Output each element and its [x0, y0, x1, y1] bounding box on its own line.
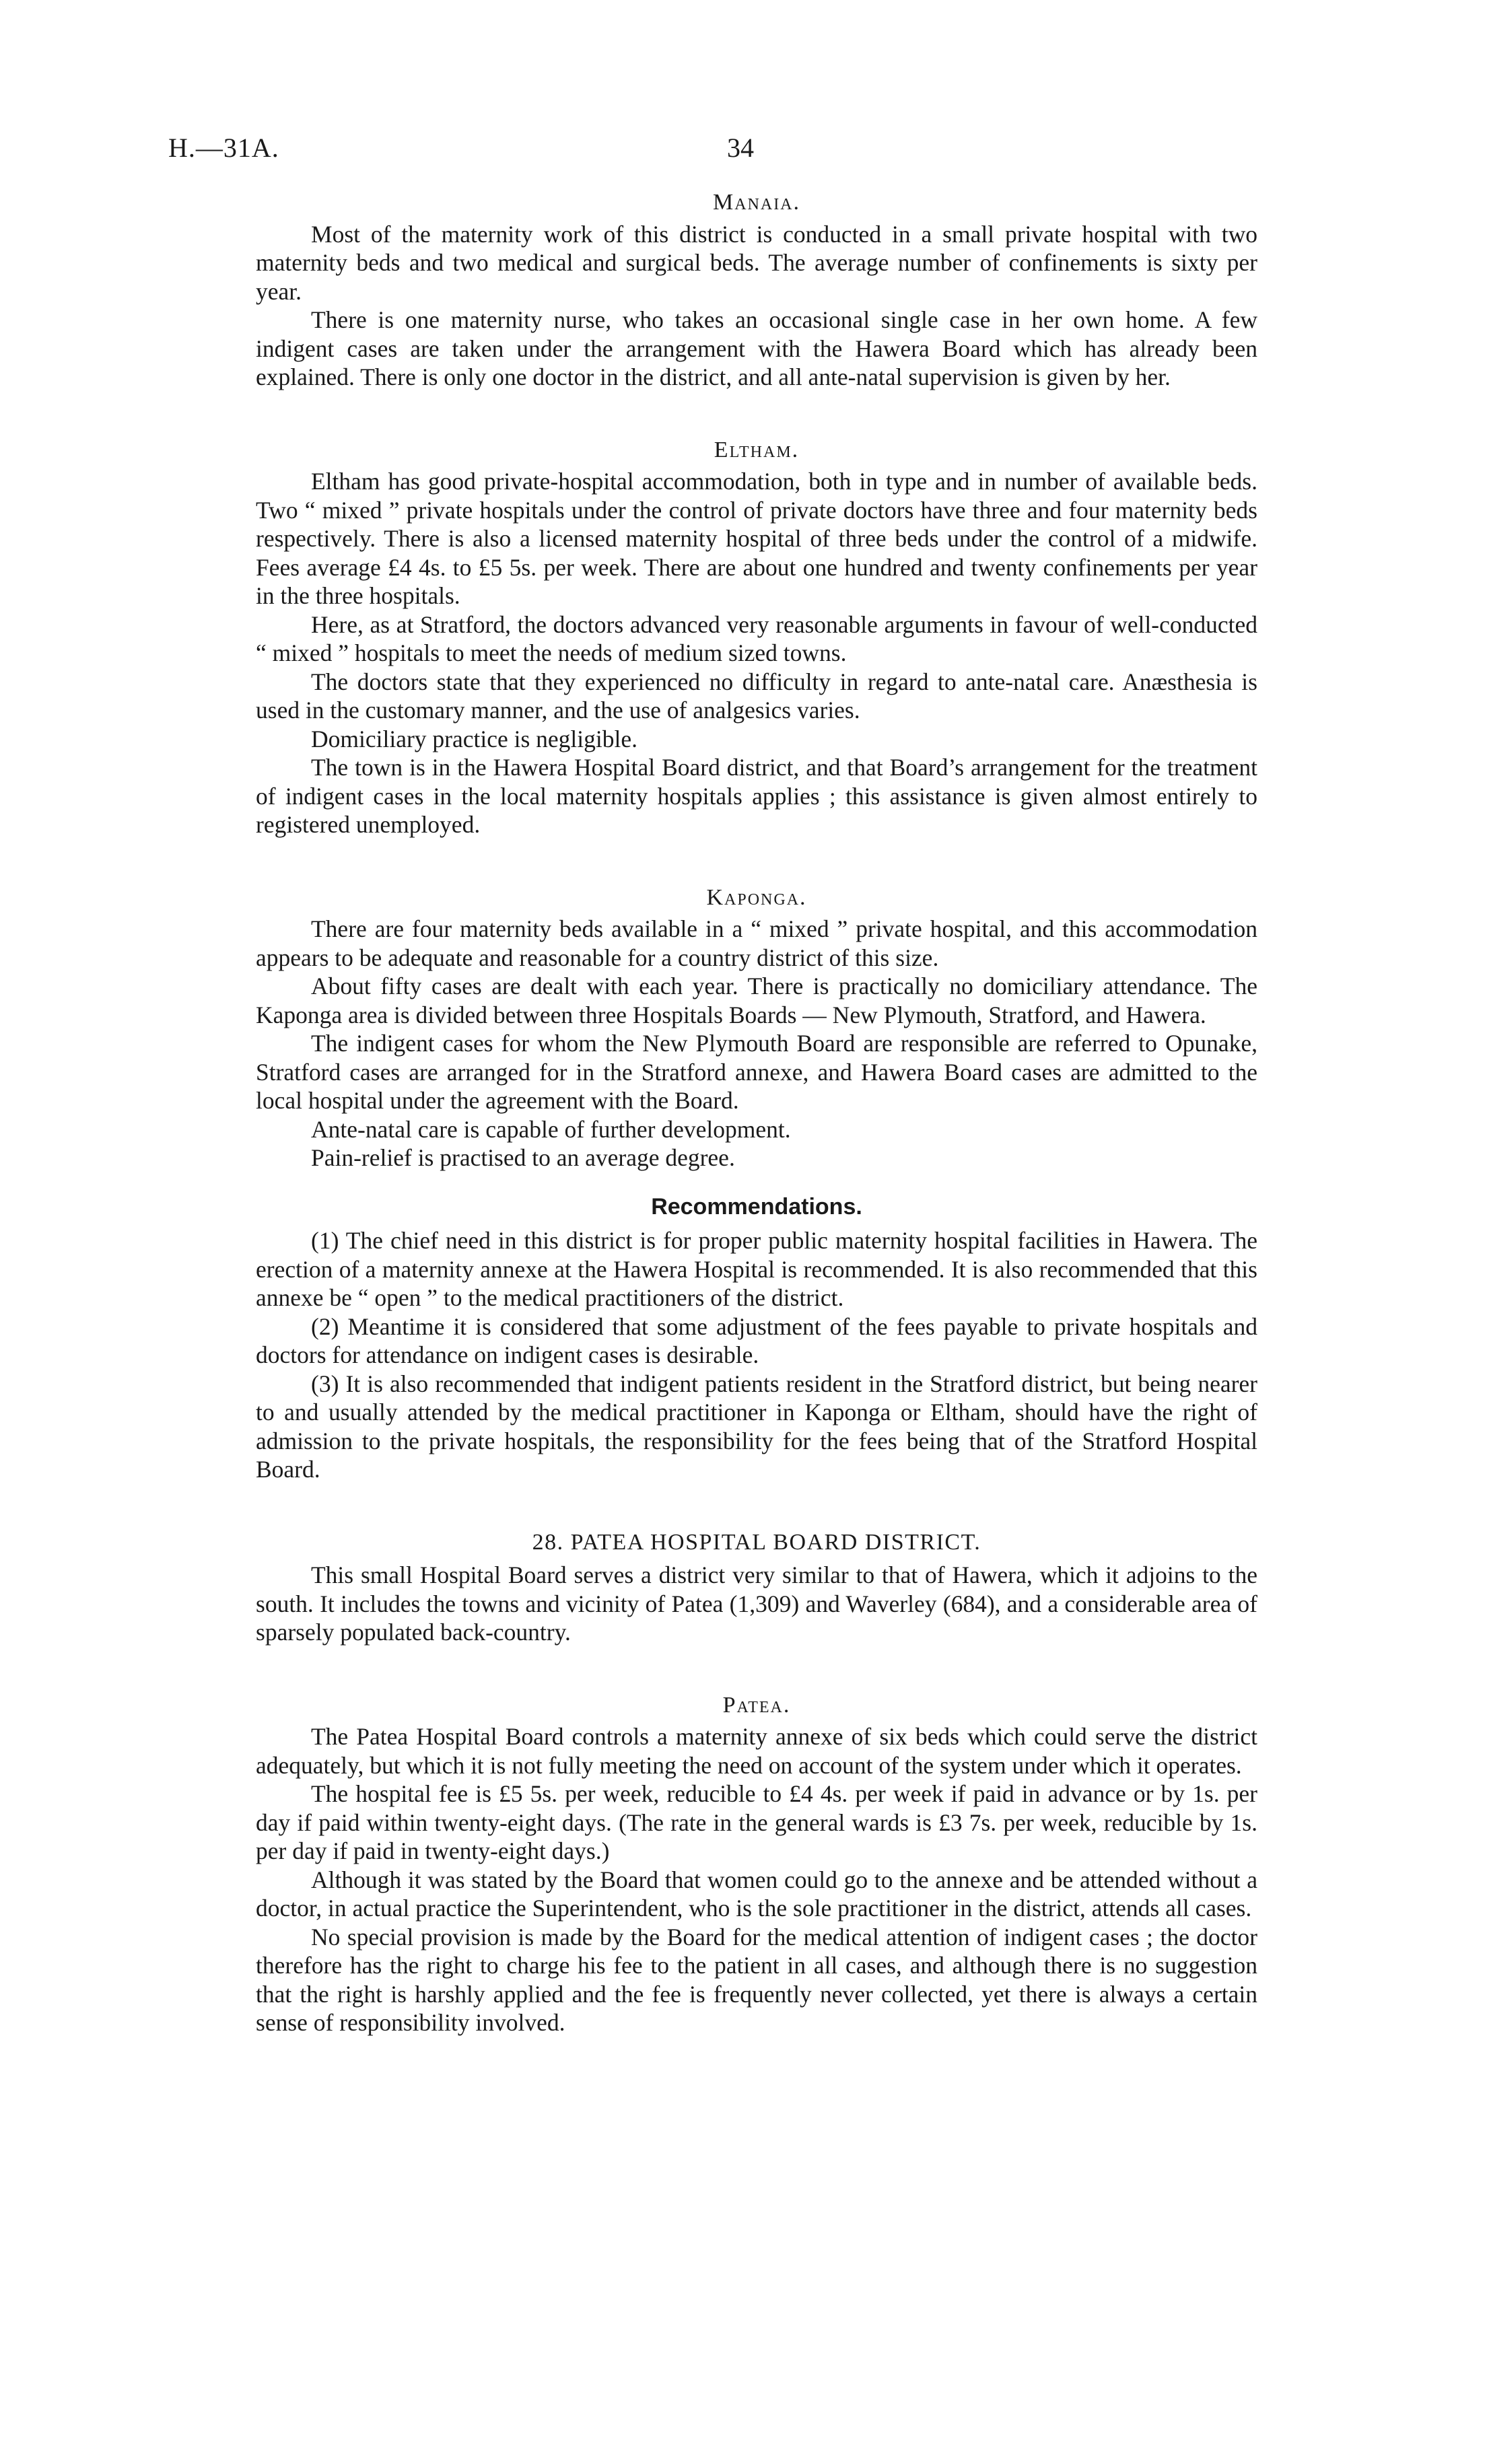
paragraph: The town is in the Hawera Hospital Board district, and that Board’s arrangement for the treatment of indigent cases in the local maternity hospitals applies ; this assistance is given almost entirely to registered unemployed.: [256, 754, 1257, 838]
recommendation-item: (1) The chief need in this district is for proper public maternity hospital facilities in Hawera. The erection of a maternity annexe at the Hawera Hospital is recommended. It is also recommended that this annexe be “ open ” to the medical practitioners of the district.: [256, 1227, 1257, 1311]
paragraph: There are four maternity beds available in a “ mixed ” private hospital, and this accommodation appears to be adequate and reasonable for a country district of this size.: [256, 915, 1257, 971]
paragraph: Ante-natal care is capable of further development.: [311, 1115, 791, 1143]
paragraph: The indigent cases for whom the New Plymouth Board are responsible are referred to Opunake, Stratford cases are arranged for in the Stratford annexe, and Hawera Board cases are admitted to the local hospital under the agreement with the Board.: [256, 1030, 1257, 1114]
paragraph: About fifty cases are dealt with each year. There is practically no domiciliary attendance. The Kaponga area is divided between three Hospitals Boards — New Plymouth, Stratford, and Hawera.: [256, 973, 1257, 1028]
document-reference: H.—31A.: [168, 133, 279, 163]
paragraph: Domiciliary practice is negligible.: [311, 725, 638, 752]
recommendation-item: (3) It is also recommended that indigent patients resident in the Stratford district, but being nearer to and usually attended by the medical practitioner in Kaponga or Eltham, should have the right of admission to the private hospitals, the responsibility for the fees being that of the Stratford Hospital Board.: [256, 1370, 1257, 1483]
paragraph: Here, as at Stratford, the doctors advanced very reasonable arguments in favour of well-conducted “ mixed ” hospitals to meet the needs of medium sized towns.: [256, 610, 1257, 666]
paragraph: This small Hospital Board serves a district very similar to that of Hawera, which it adjoins to the south. It includes the towns and vicinity of Patea (1,309) and Waverley (684), and a considerable area of sparsely populated back-country.: [256, 1561, 1257, 1646]
document-body: [256, 188, 1257, 2037]
recommendations-heading: Recommendations.: [651, 1193, 862, 1220]
page-number: 34: [727, 133, 754, 163]
paragraph: There is one maternity nurse, who takes an occasional single case in her own home. A few indigent cases are taken under the arrangement with the Hawera Board which has already been explained. There is only one doctor in the district, and all ante-natal supervision is given by her.: [256, 306, 1257, 390]
section-heading-manaia: Manaia.: [712, 190, 801, 215]
paragraph: The doctors state that they experienced no difficulty in regard to ante-natal care. Anæsthesia is used in the customary manner, and the use of analgesics varies.: [256, 668, 1257, 724]
section-heading-kaponga: Kaponga.: [706, 884, 807, 910]
paragraph: The Patea Hospital Board controls a maternity annexe of six beds which could serve the district adequately, but which it is not fully meeting the need on account of the system under which it operates.: [256, 1723, 1257, 1779]
paragraph: Although it was stated by the Board that women could go to the annexe and be attended without a doctor, in actual practice the Superintendent, who is the sole practitioner in the district, attends all cases.: [256, 1866, 1257, 1922]
district-heading-patea: 28. PATEA HOSPITAL BOARD DISTRICT.: [532, 1529, 981, 1555]
recommendation-item: (2) Meantime it is considered that some adjustment of the fees payable to private hospitals and doctors for attendance on indigent cases is desirable.: [256, 1312, 1257, 1368]
section-heading-eltham: Eltham.: [714, 437, 800, 462]
paragraph: Eltham has good private-hospital accommodation, both in type and in number of available beds. Two “ mixed ” private hospitals under the control of private doctors have three and four maternity beds respectively. There is also a licensed maternity hospital of three beds under the control of a midwife. Fees average £4 4s. to £5 5s. per week. There are about one hundred and twenty confinements per year in the three hospitals.: [256, 468, 1257, 609]
paragraph: No special provision is made by the Board for the medical attention of indigent cases ; the doctor therefore has the right to charge his fee to the patient in all cases, and although there is no suggestion that the right is harshly applied and the fee is frequently never collected, yet there is always a certain sense of responsibility involved.: [256, 1923, 1257, 2036]
section-heading-patea: Patea.: [722, 1692, 791, 1718]
paragraph: The hospital fee is £5 5s. per week, reducible to £4 4s. per week if paid in advance or by 1s. per day if paid within twenty-eight days. (The rate in the general wards is £3 7s. per week, reducible by 1s. per day if paid in twenty-eight days.): [256, 1780, 1257, 1864]
paragraph: Pain-relief is practised to an average degree.: [311, 1144, 735, 1171]
paragraph: Most of the maternity work of this district is conducted in a small private hospital with two maternity beds and two medical and surgical beds. The average number of confinements is sixty per year.: [256, 220, 1257, 305]
